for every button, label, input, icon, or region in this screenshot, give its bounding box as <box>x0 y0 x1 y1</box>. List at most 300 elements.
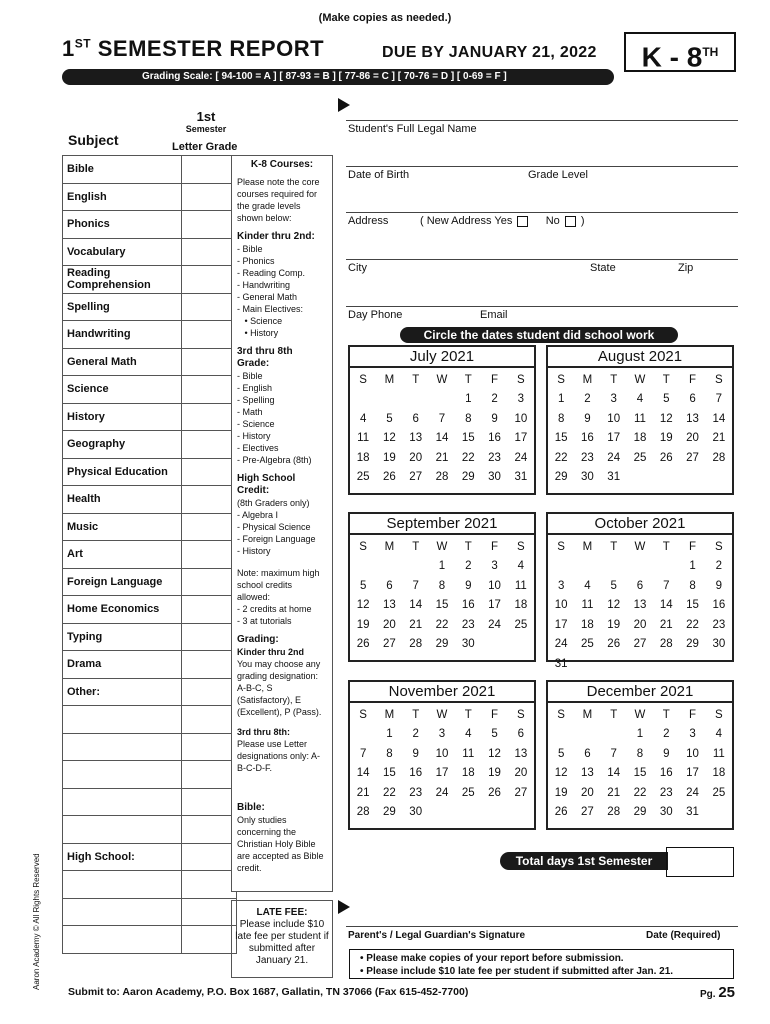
calendar-day[interactable]: 19 <box>554 786 568 799</box>
calendar-day[interactable]: 13 <box>686 412 699 425</box>
calendar-day[interactable]: 2 <box>491 393 498 406</box>
calendar-day[interactable]: 22 <box>383 786 396 799</box>
empty-day <box>601 725 627 745</box>
calendar-day[interactable]: 15 <box>461 432 475 445</box>
calendar-day[interactable]: 12 <box>554 767 568 780</box>
calendar-day[interactable]: 20 <box>383 618 396 631</box>
page-num: 25 <box>718 984 736 1001</box>
signature-arrow-icon <box>338 900 350 914</box>
calendar-day[interactable]: 23 <box>461 618 475 631</box>
calendar-day[interactable]: 31 <box>607 471 621 484</box>
calendar-day[interactable]: 8 <box>465 412 472 425</box>
grade-cell[interactable] <box>182 183 237 211</box>
yes-checkbox[interactable] <box>517 216 528 227</box>
weekday-label: W <box>436 708 448 721</box>
empty-day <box>706 468 732 488</box>
calendar-day[interactable]: 26 <box>659 451 673 464</box>
calendar-day[interactable]: 13 <box>409 432 423 445</box>
calendar-day[interactable]: 7 <box>438 412 446 425</box>
calendar-day[interactable]: 28 <box>659 638 673 651</box>
calendar-day[interactable]: 30 <box>581 471 594 484</box>
calendar-day[interactable]: 22 <box>633 786 647 799</box>
calendar-day[interactable]: 25 <box>514 618 528 631</box>
calendar-day[interactable]: 23 <box>409 786 423 799</box>
table-row <box>63 816 237 844</box>
grade-cell[interactable] <box>182 211 237 239</box>
calendar-day[interactable]: 18 <box>514 599 528 612</box>
list-item: - 3 at tutorials <box>237 616 292 626</box>
month-calendar <box>546 512 734 670</box>
calendar-day[interactable]: 13 <box>581 767 594 780</box>
calendar-day[interactable]: 13 <box>514 747 528 760</box>
calendar-day[interactable]: 11 <box>462 747 475 760</box>
empty-day <box>627 468 653 488</box>
calendar-day[interactable]: 19 <box>356 618 370 631</box>
subject-name: Spelling <box>63 293 182 321</box>
calendar-day[interactable]: 21 <box>435 451 449 464</box>
empty-day <box>601 557 627 577</box>
calendar-day[interactable]: 25 <box>356 471 370 484</box>
calendar-day[interactable]: 6 <box>636 579 644 592</box>
calendar-day[interactable]: 23 <box>581 451 594 464</box>
calendar-day[interactable]: 6 <box>584 747 591 760</box>
calendar-day[interactable]: 16 <box>659 767 673 780</box>
grade-cell[interactable] <box>182 156 237 184</box>
calendar-day[interactable]: 4 <box>359 412 367 425</box>
calendar-day[interactable]: 17 <box>686 767 699 780</box>
calendar-day[interactable]: 27 <box>581 806 594 819</box>
calendar-day[interactable]: 5 <box>610 579 617 592</box>
calendar-day[interactable]: 17 <box>488 599 501 612</box>
grade-cell[interactable] <box>182 293 237 321</box>
calendar-day[interactable]: 15 <box>435 599 449 612</box>
calendar-day[interactable]: 3 <box>438 728 446 741</box>
calendar-day[interactable]: 25 <box>581 638 594 651</box>
calendar-day[interactable]: 8 <box>438 579 446 592</box>
calendar-day[interactable]: 7 <box>412 579 419 592</box>
full-name-field[interactable] <box>346 119 738 121</box>
calendar-day[interactable]: 17 <box>435 767 449 780</box>
calendar-day[interactable]: 12 <box>383 432 396 445</box>
weekday-label: M <box>582 373 593 386</box>
table-row <box>63 761 237 789</box>
subject-name: Science <box>63 376 182 404</box>
calendar-day[interactable]: 23 <box>488 451 501 464</box>
calendar-day[interactable]: 9 <box>663 747 670 760</box>
calendar-day[interactable]: 24 <box>554 638 568 651</box>
calendar-day[interactable]: 18 <box>712 767 726 780</box>
calendar-day[interactable]: 2 <box>412 728 419 741</box>
empty-day <box>653 468 679 488</box>
grade-cell[interactable] <box>182 348 237 376</box>
table-row <box>63 376 237 404</box>
calendar-day[interactable]: 26 <box>607 638 621 651</box>
calendar-day[interactable]: 10 <box>488 579 501 592</box>
calendar-day[interactable]: 27 <box>409 471 423 484</box>
calendar-day[interactable]: 26 <box>554 806 568 819</box>
calendar-day[interactable]: 18 <box>581 618 594 631</box>
calendar-day[interactable]: 3 <box>557 579 565 592</box>
third-list <box>237 370 327 466</box>
list-item: - Electives <box>237 443 279 453</box>
address-field[interactable] <box>346 211 738 213</box>
weekday-label: F <box>491 540 499 553</box>
calendar-day[interactable]: 10 <box>554 599 568 612</box>
calendar-day[interactable]: 5 <box>491 728 498 741</box>
subject-header: Subject <box>68 132 119 148</box>
calendar-day[interactable]: 7 <box>359 747 367 760</box>
month-name: December 2021 <box>548 682 732 703</box>
page-prefix: Pg. <box>700 989 716 1000</box>
calendar-day[interactable]: 19 <box>383 451 396 464</box>
grade-cell[interactable] <box>182 238 237 266</box>
calendar-day[interactable]: 10 <box>514 412 528 425</box>
calendar-day[interactable]: 12 <box>659 412 673 425</box>
subjects-table <box>62 155 237 954</box>
empty-day <box>574 654 600 674</box>
calendar-day[interactable]: 1 <box>386 728 393 741</box>
calendar-day[interactable]: 5 <box>557 747 565 760</box>
calendar-day[interactable]: 19 <box>488 767 501 780</box>
grade-cell[interactable] <box>182 761 237 789</box>
grade-cell[interactable] <box>182 321 237 349</box>
subject-name: Health <box>63 486 182 514</box>
calendar-day[interactable]: 4 <box>584 579 591 592</box>
calendar-day[interactable]: 28 <box>712 451 726 464</box>
weekday-label: W <box>436 373 448 386</box>
calendar-day[interactable]: 10 <box>607 412 621 425</box>
empty-day <box>350 725 376 745</box>
calendar-day[interactable]: 3 <box>517 393 525 406</box>
page-title <box>62 36 324 62</box>
calendar-day[interactable]: 14 <box>409 599 423 612</box>
calendar-day[interactable]: 17 <box>607 432 621 445</box>
weekday-label: S <box>715 373 723 386</box>
calendar-day[interactable]: 24 <box>488 618 501 631</box>
calendar-day[interactable]: 26 <box>488 786 501 799</box>
weekday-label: W <box>634 540 646 553</box>
table-row <box>63 238 237 266</box>
weekday-label: M <box>582 708 593 721</box>
grade-cell[interactable] <box>182 403 237 431</box>
grade-cell[interactable] <box>182 788 237 816</box>
signature-label: Parent's / Legal Guardian's Signature <box>348 930 526 941</box>
calendar-day[interactable]: 14 <box>435 432 449 445</box>
calendar-day[interactable]: 17 <box>554 618 568 631</box>
grade-level-label: Grade Level <box>528 169 588 181</box>
grade-cell[interactable] <box>182 513 237 541</box>
new-address-label: ( New Address Yes <box>420 215 513 227</box>
calendar-day[interactable]: 7 <box>610 747 617 760</box>
calendar-day[interactable]: 13 <box>633 599 647 612</box>
calendar-day[interactable]: 16 <box>712 599 726 612</box>
table-row <box>63 321 237 349</box>
calendar-day[interactable]: 15 <box>633 767 647 780</box>
month-name: October 2021 <box>548 514 732 535</box>
grade-cell[interactable] <box>182 376 237 404</box>
grade-cell[interactable] <box>182 733 237 761</box>
calendar-day[interactable]: 18 <box>356 451 370 464</box>
calendar-day[interactable]: 31 <box>686 806 699 819</box>
calendar-day[interactable]: 9 <box>584 412 591 425</box>
weekday-label: T <box>412 540 420 553</box>
subject-name: English <box>63 183 182 211</box>
weekday-label: T <box>464 708 472 721</box>
subject-name: Reading Comprehension <box>63 266 182 294</box>
empty-day <box>574 725 600 745</box>
grading-kinder-sub: Kinder thru 2nd <box>237 647 304 657</box>
calendar-day[interactable]: 11 <box>581 599 594 612</box>
dob-field[interactable] <box>346 165 738 167</box>
calendar-day[interactable]: 22 <box>686 618 699 631</box>
calendar-day[interactable]: 21 <box>659 618 673 631</box>
calendar-day[interactable]: 9 <box>491 412 498 425</box>
calendar-day[interactable]: 17 <box>514 432 528 445</box>
list-item: - History <box>237 546 271 556</box>
calendar-day[interactable]: 9 <box>465 579 472 592</box>
total-days-box[interactable] <box>666 847 734 877</box>
calendar-day[interactable]: 29 <box>461 471 475 484</box>
courses-intro: Please note the core courses required for the grade levels shown below: <box>237 177 320 223</box>
calendar-day[interactable]: 22 <box>554 451 568 464</box>
signature-line[interactable] <box>346 926 738 927</box>
phone-email-field[interactable] <box>346 305 738 307</box>
grade-cell[interactable] <box>182 816 237 844</box>
calendar-day[interactable]: 5 <box>663 393 670 406</box>
list-item: - Pre-Algebra (8th) <box>237 455 312 465</box>
subject-name: Vocabulary <box>63 238 182 266</box>
grade-cell[interactable] <box>182 568 237 596</box>
calendar-day[interactable]: 25 <box>461 786 475 799</box>
weekday-label: S <box>359 540 367 553</box>
empty-day <box>403 390 429 410</box>
calendar-day[interactable]: 14 <box>712 412 726 425</box>
calendar-day[interactable]: 29 <box>633 806 647 819</box>
calendar-day[interactable]: 24 <box>686 786 699 799</box>
calendar-day[interactable]: 6 <box>412 412 419 425</box>
calendar-day[interactable]: 4 <box>636 393 644 406</box>
calendar-day[interactable]: 30 <box>488 471 501 484</box>
calendar-day[interactable]: 12 <box>488 747 501 760</box>
calendar-day[interactable]: 10 <box>435 747 449 760</box>
calendar-day[interactable]: 29 <box>435 638 449 651</box>
grade-cell[interactable] <box>182 266 237 294</box>
calendar-day[interactable]: 27 <box>514 786 528 799</box>
grade-cell[interactable] <box>182 541 237 569</box>
calendar-day[interactable]: 14 <box>356 767 370 780</box>
subject-name <box>63 871 182 899</box>
list-item: - Bible <box>237 244 263 254</box>
table-row <box>63 486 237 514</box>
weekday-label: S <box>517 373 525 386</box>
calendar-day[interactable]: 11 <box>634 412 646 425</box>
weekday-label: F <box>689 708 697 721</box>
list-item: - Main Electives: <box>237 304 304 314</box>
calendar-day[interactable]: 23 <box>712 618 726 631</box>
calendar-day[interactable]: 20 <box>581 786 594 799</box>
grade-cell[interactable] <box>182 843 237 871</box>
calendar-day[interactable]: 8 <box>386 747 393 760</box>
calendar-day[interactable]: 16 <box>581 432 594 445</box>
grade-cell[interactable] <box>182 651 237 679</box>
grade-cell[interactable] <box>182 486 237 514</box>
calendar-day[interactable]: 11 <box>357 432 370 445</box>
calendar-day[interactable]: 8 <box>557 412 565 425</box>
calendar-day[interactable]: 25 <box>633 451 647 464</box>
total-days-label: Total days 1st Semester <box>500 852 668 870</box>
calendar-day[interactable]: 21 <box>712 432 726 445</box>
calendar-day[interactable]: 31 <box>514 471 528 484</box>
calendar-day[interactable]: 6 <box>386 579 393 592</box>
calendar-day[interactable]: 28 <box>435 471 449 484</box>
calendar-day[interactable]: 16 <box>488 432 501 445</box>
month-calendar <box>546 345 734 495</box>
grade-range: K - 8 <box>641 41 703 73</box>
calendar-day[interactable]: 15 <box>686 599 699 612</box>
calendar-day[interactable]: 9 <box>412 747 419 760</box>
calendar-day[interactable]: 27 <box>383 638 396 651</box>
calendar-day[interactable]: 3 <box>689 728 696 741</box>
calendar-day[interactable]: 2 <box>663 728 670 741</box>
calendar-day[interactable]: 29 <box>383 806 396 819</box>
calendar-day[interactable]: 1 <box>438 560 446 573</box>
calendar-day[interactable]: 3 <box>491 560 498 573</box>
grade-cell[interactable] <box>182 431 237 459</box>
calendar-day[interactable]: 21 <box>607 786 621 799</box>
calendar-day[interactable]: 19 <box>607 618 621 631</box>
credit-note-list <box>237 603 327 627</box>
grade-cell[interactable] <box>182 871 237 899</box>
calendar-day[interactable]: 8 <box>636 747 644 760</box>
grade-cell[interactable] <box>182 596 237 624</box>
calendar-day[interactable]: 1 <box>557 393 565 406</box>
table-row <box>63 183 237 211</box>
calendar-day[interactable]: 10 <box>686 747 699 760</box>
grade-cell[interactable] <box>182 898 237 926</box>
calendar-day[interactable]: 24 <box>435 786 449 799</box>
calendar-day[interactable]: 26 <box>356 638 370 651</box>
table-row <box>63 843 237 871</box>
calendar-day[interactable]: 27 <box>686 451 699 464</box>
calendar-day[interactable]: 30 <box>409 806 423 819</box>
calendar-day[interactable]: 29 <box>554 471 568 484</box>
calendar-day[interactable]: 20 <box>686 432 699 445</box>
grade-cell[interactable] <box>182 458 237 486</box>
list-item: - Handwriting <box>237 280 291 290</box>
calendar-day[interactable]: 2 <box>715 560 723 573</box>
calendar-day[interactable]: 29 <box>686 638 699 651</box>
weekday-label: T <box>464 540 472 553</box>
calendar-day[interactable]: 9 <box>715 579 723 592</box>
calendar-day[interactable]: 28 <box>356 806 370 819</box>
calendar-day[interactable]: 27 <box>633 638 647 651</box>
calendar-day[interactable]: 30 <box>461 638 475 651</box>
calendar-day[interactable]: 13 <box>383 599 396 612</box>
weekday-label: S <box>359 373 367 386</box>
calendar-day[interactable]: 20 <box>633 618 647 631</box>
courses-heading: K-8 Courses: <box>250 159 314 170</box>
calendar-day[interactable]: 28 <box>409 638 423 651</box>
no-checkbox[interactable] <box>565 216 576 227</box>
calendar-day[interactable]: 11 <box>712 747 725 760</box>
calendar-day[interactable]: 24 <box>514 451 528 464</box>
calendar-day[interactable]: 3 <box>610 393 617 406</box>
calendar-day[interactable]: 4 <box>715 728 723 741</box>
calendar-day[interactable]: 22 <box>461 451 475 464</box>
calendar-day[interactable]: 20 <box>409 451 423 464</box>
calendar-day[interactable]: 5 <box>386 412 393 425</box>
calendar-day[interactable]: 23 <box>659 786 673 799</box>
calendar-day[interactable]: 20 <box>514 767 528 780</box>
calendar-day[interactable]: 1 <box>636 728 644 741</box>
calendar-day[interactable]: 6 <box>517 728 525 741</box>
calendar-day[interactable]: 21 <box>356 786 370 799</box>
grade-cell[interactable] <box>182 678 237 706</box>
calendar-day[interactable]: 7 <box>663 579 670 592</box>
calendar-day[interactable]: 18 <box>461 767 475 780</box>
calendar-day[interactable]: 2 <box>584 393 591 406</box>
late-fee-text: Please include $10 late fee per student if submitted after January 21. <box>235 919 329 966</box>
calendar-day[interactable]: 8 <box>689 579 696 592</box>
no-label: No <box>545 215 560 227</box>
calendar-day[interactable]: 30 <box>712 638 726 651</box>
calendar-day[interactable]: 16 <box>461 599 475 612</box>
calendar-day[interactable]: 14 <box>607 767 621 780</box>
calendar-day[interactable]: 26 <box>383 471 396 484</box>
calendar-day[interactable]: 31 <box>554 657 568 670</box>
calendar-day[interactable]: 16 <box>409 767 423 780</box>
subject-name: Foreign Language <box>63 568 182 596</box>
calendar-day[interactable]: 14 <box>659 599 673 612</box>
late-fee-title: LATE FEE: <box>256 907 308 918</box>
calendar-day[interactable]: 30 <box>659 806 673 819</box>
calendar-day[interactable]: 11 <box>514 579 527 592</box>
empty-day <box>706 803 732 823</box>
calendar-day[interactable]: 28 <box>607 806 621 819</box>
calendar-day[interactable]: 21 <box>409 618 423 631</box>
hs-subheading: (8th Graders only) <box>237 498 310 508</box>
calendar-day[interactable]: 4 <box>465 728 472 741</box>
grade-cell[interactable] <box>182 926 237 954</box>
calendar-day[interactable]: 15 <box>554 432 568 445</box>
calendar-day[interactable]: 19 <box>659 432 673 445</box>
page-number <box>700 984 735 1001</box>
calendar-day[interactable]: 7 <box>715 393 723 406</box>
calendar-day[interactable]: 25 <box>712 786 726 799</box>
title-suffix: ST <box>74 36 92 51</box>
grade-cell[interactable] <box>182 706 237 734</box>
calendar-day[interactable]: 1 <box>689 560 696 573</box>
calendar-day[interactable]: 12 <box>356 599 370 612</box>
calendar-day[interactable]: 22 <box>435 618 449 631</box>
calendar-day[interactable]: 2 <box>465 560 472 573</box>
semester-subheading: Semester <box>185 124 227 134</box>
grade-cell[interactable] <box>182 623 237 651</box>
calendar-day[interactable]: 18 <box>633 432 647 445</box>
subject-name: Typing <box>63 623 182 651</box>
calendar-day[interactable]: 15 <box>383 767 396 780</box>
calendar-day[interactable]: 6 <box>689 393 696 406</box>
calendar-day[interactable]: 24 <box>607 451 621 464</box>
city-field[interactable] <box>346 258 738 260</box>
weekday-label: T <box>412 708 420 721</box>
calendar-day[interactable]: 4 <box>517 560 525 573</box>
date-label: Date (Required) <box>646 930 721 941</box>
calendar-day[interactable]: 12 <box>607 599 621 612</box>
empty-day <box>508 803 534 823</box>
calendar-day[interactable]: 1 <box>465 393 472 406</box>
calendar-day[interactable]: 5 <box>359 579 367 592</box>
